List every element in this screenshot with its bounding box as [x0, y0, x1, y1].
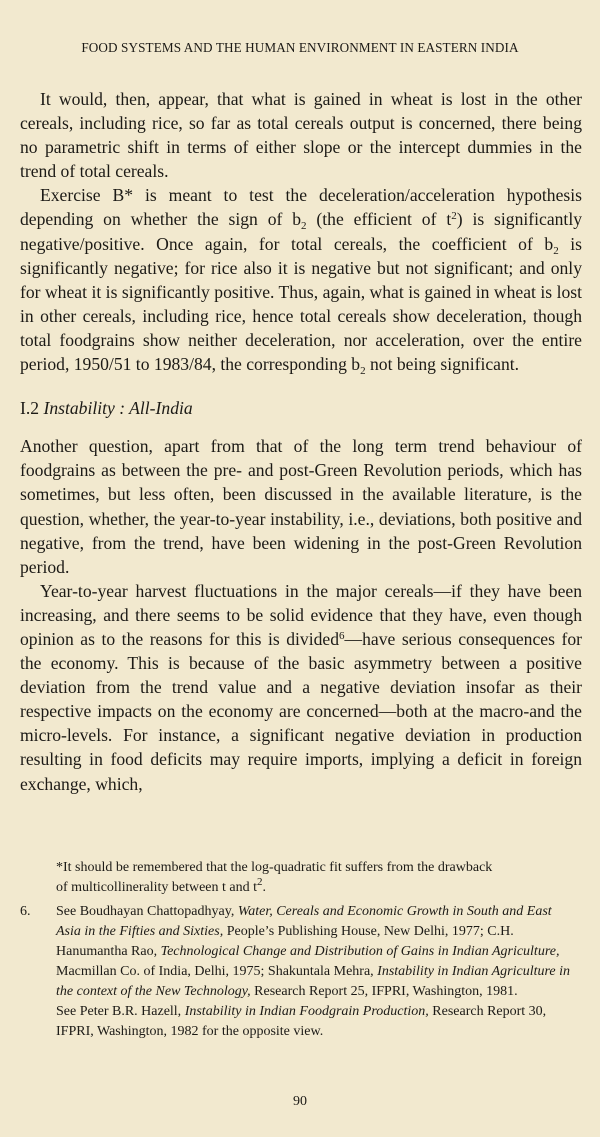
section-title: Instability : All-India [43, 398, 193, 419]
paragraph-2 [20, 183, 582, 376]
paragraph-4-text-b: —have serious consequences for the economy. This is because of the basic asymmetry between a positive deviation from the trend value and a negative deviation insofar as their respective impacts on the economy are concerned—both at the macro-and the micro-levels. For instance, a significant negative deviation in production resulting in food deficits may require imports, implying a deficit in foreign exchange, which, [20, 628, 582, 794]
footnote-star-line-2 [56, 878, 576, 898]
page-number: 90 [293, 1094, 307, 1109]
footnote-6-text: Research Report 25, IFPRI, Washington, 1981. [250, 984, 518, 999]
section-heading [20, 396, 582, 420]
subscript-2: 2 [360, 365, 366, 378]
paragraph-2-text-e: not being significant. [365, 354, 520, 375]
subscript-2: 2 [553, 244, 559, 257]
section-number: I.2 [20, 398, 40, 419]
footnote-6-text: See Peter B.R. Hazell, [56, 1004, 185, 1019]
footnote-6-text: People’s Publishing House, New Delhi, 1977; C.H. Hanumantha Rao, [56, 924, 514, 959]
paragraph-1-text: It would, then, appear, that what is gained in wheat is lost in the other cereals, including rice, so far as total cereals output is concerned, there being no parametric shift in terms of either slope or the intercept dummies in the trend of total cereals. [20, 89, 582, 182]
paragraph-2-text-d: is significantly negative; for rice also it is negative but not significant; and only for wheat it is significantly positive. Thus, again, what is gained in wheat is lost in other cereals, including rice, hence total cereals show deceleration, though total foodgrains show neither deceleration, nor acceleration, over the entire period, 1950/51 to 1983/84, the corresponding b [20, 233, 582, 375]
paragraph-4 [20, 579, 582, 796]
superscript-2: 2 [451, 210, 457, 223]
footnote-star-line-1: *It should be remembered that the log-quadratic fit suffers from the drawback [56, 860, 493, 875]
footnote-6-citation-2 [56, 1002, 576, 1042]
report-title: Instability in Indian Agriculture in the context of the New Technology, [56, 964, 571, 999]
footnote-6 [20, 902, 576, 1042]
body-text [20, 87, 582, 796]
paragraph-1 [20, 87, 582, 183]
footnote-6-text: Research Report 30, IFPRI, Washington, 1982 for the opposite view. [56, 1004, 547, 1039]
running-head: FOOD SYSTEMS AND THE HUMAN ENVIRONMENT IN EASTERN INDIA [81, 40, 519, 55]
footnotes [20, 858, 576, 1042]
paragraph-2-text-a: Exercise B* is meant to test the deceleration/acceleration hypothesis depending on whether the sign of b [20, 185, 582, 230]
subscript-2: 2 [301, 220, 307, 233]
footnote-6-text: Macmillan Co. of India, Delhi, 1975; Shakuntala Mehra, [56, 964, 378, 979]
footnote-6-number: 6. [20, 904, 31, 919]
book-title: Technological Change and Distribution of Gains in Indian Agriculture, [160, 944, 560, 959]
paragraph-2-text-b: (the efficient of t [306, 209, 452, 230]
paragraph-3 [20, 434, 582, 579]
footnote-star [56, 858, 576, 898]
paragraph-3-text: Another question, apart from that of the long term trend behaviour of foodgrains as between the pre- and post-Green Revolution periods, which has sometimes, but less often, been discussed in the available literature, is the question, whether, the year-to-year instability, i.e., deviations, both positive and negative, from the trend, have been widening in the post-Green Revolution period. [20, 436, 582, 577]
footnote-6-citation-1 [56, 902, 576, 1002]
footnote-star-text: of multicollinerality between t and t [56, 880, 257, 895]
footnote-ref-6: 6 [339, 629, 345, 642]
footnote-star-end: . [262, 880, 266, 895]
paragraph-4-text-a: Year-to-year harvest fluctuations in the major cereals—if they have been increasing, and there seems to be solid evidence that they have, even though opinion as to the reasons for this is divided [20, 580, 582, 649]
book-title: Water, Cereals and Economic Growth in South and East Asia in the Fifties and Sixties, [56, 904, 552, 939]
footnote-6-text: See Boudhayan Chattopadhyay, [56, 904, 238, 919]
report-title: Instability in Indian Foodgrain Production, [184, 1004, 429, 1019]
footnote-star-superscript: 2 [257, 876, 263, 888]
paragraph-2-text-c: ) is significantly negative/positive. Once again, for total cereals, the coefficient of b [20, 209, 583, 254]
